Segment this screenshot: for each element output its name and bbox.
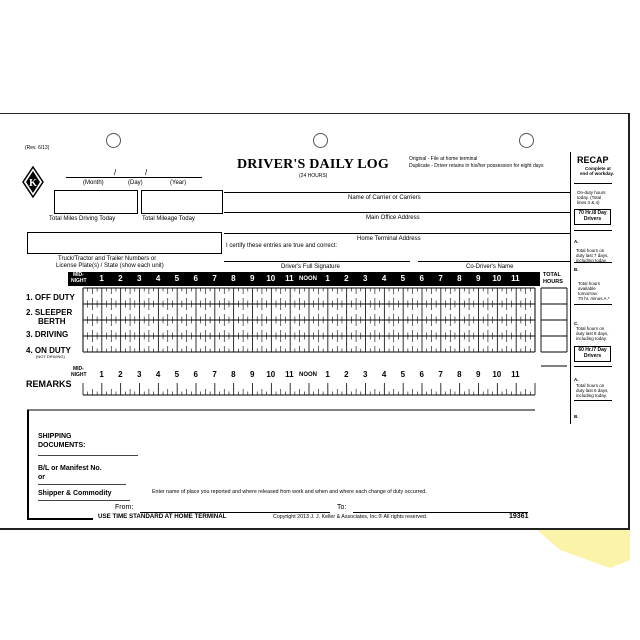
- hour-label: 10: [266, 274, 276, 283]
- hour-label: 11: [285, 274, 294, 283]
- hour-label: 8: [457, 370, 462, 379]
- home-terminal-label: Home Terminal Address: [357, 236, 421, 242]
- hour-label: 5: [174, 274, 180, 283]
- hour-label: 1: [99, 274, 104, 283]
- svg-text:K: K: [29, 178, 37, 189]
- shipper-commodity-label: Shipper & Commodity: [38, 490, 112, 497]
- hour-label: 4: [155, 274, 161, 283]
- hour-label: 9: [250, 274, 255, 283]
- noon-label: NOON: [299, 372, 317, 378]
- hour-label: 6: [193, 370, 198, 379]
- midnight-label: MID-: [73, 272, 84, 278]
- total-hours-label: HOURS: [543, 279, 563, 285]
- row-on-duty-sub: (NOT DRIVING): [36, 354, 65, 359]
- hour-label: 2: [344, 370, 349, 379]
- recap-a1: A.: [574, 239, 579, 244]
- enter-place-note: Enter name of place you reported and where released from work and when and where each change of duty occurred.: [152, 489, 427, 495]
- hour-label: 3: [137, 370, 142, 379]
- main-office-label: Main Office Address: [366, 215, 420, 221]
- row-driving: 3. DRIVING: [26, 330, 69, 339]
- hour-label: 3: [137, 274, 142, 283]
- total-hours-label: TOTAL: [543, 272, 561, 278]
- hour-label: 6: [419, 370, 424, 379]
- from-label: From:: [115, 504, 134, 511]
- recap-a2: A.: [574, 377, 579, 382]
- hour-label: 5: [174, 370, 180, 379]
- row-on-duty: 4. ON DUTY: [26, 346, 71, 355]
- recap-c1-text: Total hours on duty last 8 days, including today.: [576, 326, 609, 341]
- hour-label: 1: [325, 370, 330, 379]
- total-mileage-label: Total Mileage Today: [142, 216, 195, 222]
- recap-a1-text: Total hours on duty last 7 days, including today.: [576, 248, 609, 263]
- to-field[interactable]: [353, 512, 528, 513]
- remarks-label: REMARKS: [26, 379, 72, 389]
- hour-label: 8: [457, 274, 462, 283]
- total-miles-driving-label: Total Miles Driving Today: [49, 216, 116, 222]
- recap-onduty: On-duty hours today. (Total lines 3 & 4): [577, 190, 606, 205]
- midnight-label: MID-: [73, 366, 84, 372]
- date-month-label: (Month): [83, 180, 104, 186]
- hour-label: 3: [363, 274, 368, 283]
- to-label: To:: [337, 504, 347, 511]
- hour-label: 3: [363, 370, 368, 379]
- row-off-duty: 1. OFF DUTY: [26, 293, 75, 302]
- copyright-text: Copyright 2013 J. J. Keller & Associates, Inc.® All rights reserved.: [273, 514, 428, 520]
- codriver-name-label: Co-Driver's Name: [466, 264, 514, 270]
- row-sleeper-berth: 2. SLEEPER BERTH: [26, 308, 73, 326]
- recap-b1: B.: [574, 267, 579, 272]
- hour-label: 10: [492, 274, 502, 283]
- revision-label: (Rev. 6/13): [25, 145, 50, 151]
- hour-label: 6: [419, 274, 424, 283]
- date-year-label: (Year): [170, 180, 187, 186]
- truck-trailer-label-2: License Plate(s) / State (show each unit): [56, 263, 164, 269]
- hour-label: 7: [212, 370, 217, 379]
- use-time-standard: USE TIME STANDARD AT HOME TERMINAL: [98, 513, 227, 520]
- form-title: DRIVER'S DAILY LOG: [237, 157, 389, 172]
- hour-label: 6: [193, 274, 198, 283]
- form-number: 19361: [509, 513, 529, 520]
- recap-b1-text: Total hours available tomorrow. 70 hr. minus A.*: [578, 281, 610, 301]
- hour-label: 11: [285, 370, 294, 379]
- hour-label: 9: [250, 370, 255, 379]
- hour-label: 11: [511, 274, 520, 283]
- recap-60hr-box: 60 Hr./7 Day Drivers: [574, 346, 611, 362]
- hour-label: 2: [118, 274, 123, 283]
- hour-label: 11: [511, 370, 520, 379]
- recap-b2: B.: [574, 414, 579, 419]
- hour-label: 7: [212, 274, 217, 283]
- truck-trailer-label-1: Truck/Tractor and Trailer Numbers or: [58, 256, 157, 262]
- hour-label: 8: [231, 274, 236, 283]
- hour-label: 10: [266, 370, 276, 379]
- noon-label: NOON: [299, 276, 317, 282]
- hour-label: 2: [118, 370, 123, 379]
- bl-manifest-label: B/L or Manifest No. or: [38, 465, 102, 481]
- hour-label: 9: [476, 370, 481, 379]
- form-subtitle: (24 HOURS): [299, 173, 328, 179]
- hour-label: 10: [492, 370, 502, 379]
- shipping-docs-label: SHIPPING DOCUMENTS:: [38, 433, 86, 449]
- duplicate-note: Duplicate - Driver retains in his/her possession for eight days: [409, 163, 544, 169]
- hour-label: 2: [344, 274, 349, 283]
- hour-label: 4: [155, 370, 161, 379]
- recap-c1: C.: [574, 321, 579, 326]
- original-note: Original - File at home terminal: [409, 156, 478, 162]
- date-day-label: (Day): [128, 180, 143, 186]
- hour-label: 7: [438, 370, 443, 379]
- midnight-label: NIGHT: [71, 278, 87, 284]
- hour-label: 5: [400, 274, 406, 283]
- recap-70hr-box: 70 Hr./8 Day Drivers: [574, 209, 611, 225]
- carrier-name-label: Name of Carrier or Carriers: [348, 195, 421, 201]
- hour-label: 7: [438, 274, 443, 283]
- midnight-label: NIGHT: [71, 372, 87, 378]
- hour-label: 4: [381, 370, 387, 379]
- driver-signature-label: Driver's Full Signature: [281, 264, 340, 270]
- hour-label: 4: [381, 274, 387, 283]
- certify-label: I certify these entries are true and correct:: [226, 243, 338, 249]
- hour-label: 1: [325, 274, 330, 283]
- recap-title: RECAP: [577, 155, 609, 165]
- recap-subtitle: Complete at: [585, 166, 611, 171]
- hour-label: 5: [400, 370, 406, 379]
- recap-a2-text: Total hours on duty last 6 days, including today.: [576, 383, 609, 398]
- recap-subtitle: end of workday.: [580, 171, 614, 176]
- hour-label: 1: [99, 370, 104, 379]
- hour-label: 9: [476, 274, 481, 283]
- hour-label: 8: [231, 370, 236, 379]
